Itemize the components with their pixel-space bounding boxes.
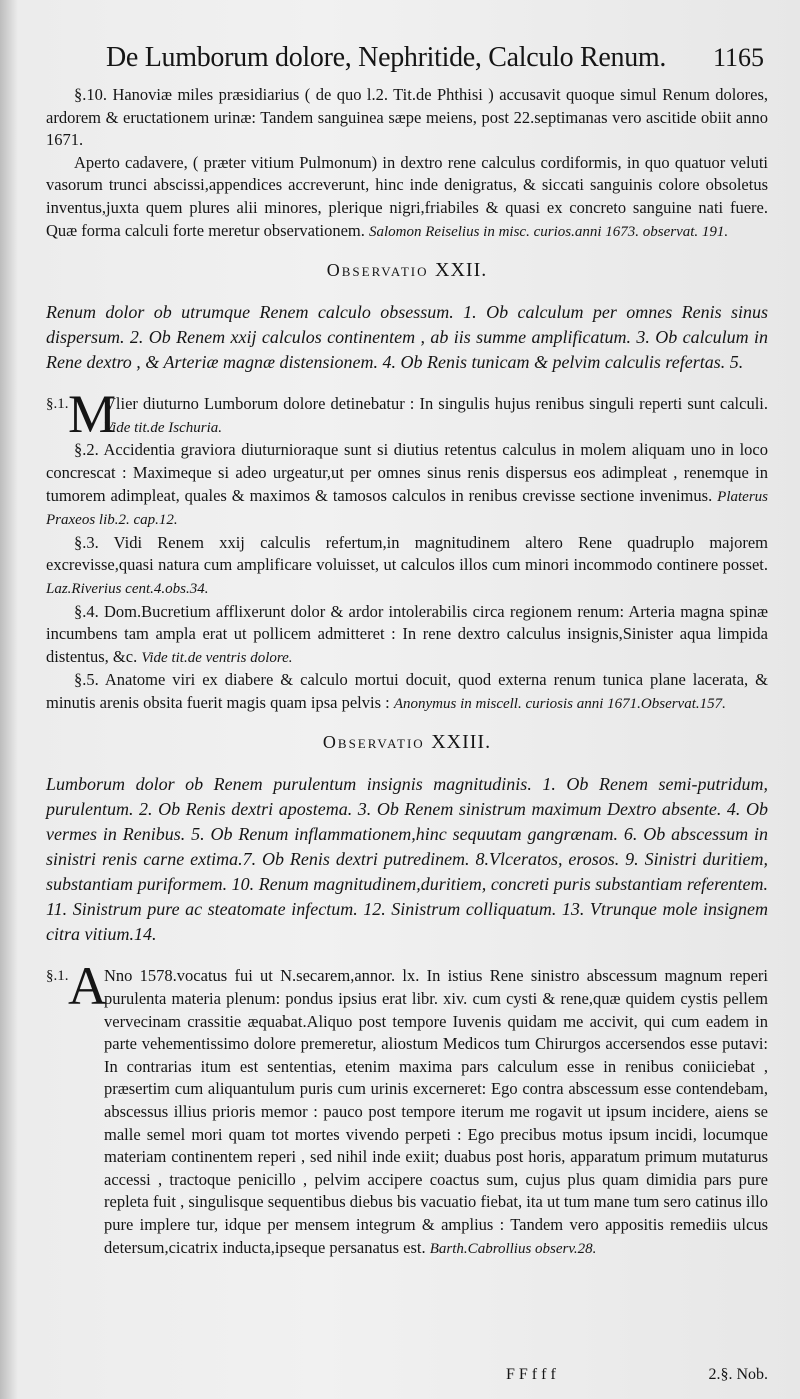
observation-23-summary: Lumborum dolor ob Renem purulentum insignis magnitudinis. 1. Ob Renem semi-putridum, purulentum. 2. Ob Renis dextri apostema. 3. Ob Renem sinistrum maximum Dextro absente. 4. Ob vermes in Renibus. 5. Ob Renum inflammationem,hinc sequutam gangrænam. 6. Ob abscessum in sinistri renis carne extima.7. Ob Renis dextri putredinem. 8.Vlceratos, erosos. 9. Sinistri duritiem, substantiam puriformem. 10. Renum magnitudinem,duritiem, concreti puris substantiam referentem. 11. Sinistrum pure ac steatomate infectum. 12. Sinistrum colliquatum. 13. Vtrunque mole insignem citra vitium.14. <box>46 774 768 945</box>
obs22-section-1 <box>46 384 768 445</box>
observation-label: Observatio <box>322 732 425 753</box>
obs22-section-2 <box>46 439 768 531</box>
intro-paragraph-2 <box>46 152 768 243</box>
observation-22-heading <box>46 259 768 282</box>
catchword: 2.§. Nob. <box>708 1366 768 1383</box>
section-text: §.3. Vidi Renem xxij calculis refertum,in magnitudinem altero Rene quadruplo majorem excrevisse,quasi natura cum amplificare voluisset, ut calculos illos cum minori incommodo continere posset. <box>46 532 768 575</box>
section-number: §.1. <box>46 968 69 985</box>
citation: Vide tit.de Ischuria. <box>104 419 223 436</box>
intro-paragraph-2-text: Aperto cadavere, ( præter vitium Pulmonum) in dextro rene calculus cordiformis, in quo quatuor veluti vasorum trunci abscissi,appendices accreverunt, hinc inde denigratus, & siccati sanguinis colore obsoletus inventus,juxta quem plures alii minores, plerique nigri,friabiles & quasi ex concreto sanguine nati fuere. Quæ forma calculi forte meretur observationem. <box>46 152 768 240</box>
page-footer <box>46 1366 768 1384</box>
observation-number: XXII. <box>435 259 488 282</box>
section-text: §.5. Anatome viri ex diabere & calculo mortui docuit, quod externa renum tunica plane lacerata, & minutis arenis obsita fuerit magis quam ipsa pelvis : <box>46 670 768 712</box>
signature-mark: F F f f f <box>506 1366 556 1383</box>
citation: Salomon Reiselius in misc. curios.anni 1673. observat. 191. <box>369 223 729 240</box>
observation-label: Observatio <box>326 260 429 281</box>
obs22-section-3 <box>46 532 768 601</box>
page-content <box>46 42 768 1260</box>
observation-number: XXIII. <box>431 731 492 754</box>
section-text: §.4. Dom.Bucretium afflixerunt dolor & ardor intolerabilis circa regionem renum: Arteria magna spinæ incumbens tam ampla erat ut pollicem admitteret : In rene dextro calculus insignis,Sinister aqua limpida distentus, &c. <box>46 601 768 666</box>
intro-paragraph-1: §.10. Hanoviæ miles præsidiarius ( de quo l.2. Tit.de Phthisi ) accusavit quoque simul Renum dolores, ardorem & eructationem urinæ: Tandem sanguinea sæpe meiens, post 22.septimanas vero ascitide obiit anno 1671. <box>46 85 768 150</box>
drop-cap: M <box>68 384 117 445</box>
section-text: §.2. Accidentia graviora diuturnioraque sunt si diutius retentus calculus in molem aliquam uno in loco concrescat : Maximeque si adeo urgeatur,ut per omnes sinus renis dispersus eos adimpleat , renemque in tumorem adimpleat, quales & maximos & tamosos calculos in renibus crevisse sectione invenimus. <box>46 440 768 505</box>
observation-23-heading <box>46 731 768 754</box>
drop-cap: A <box>68 956 107 1017</box>
observation-22-summary: Renum dolor ob utrumque Renem calculo obsessum. 1. Ob calculum per omnes Renis sinus dispersum. 2. Ob Renem xxij calculos continentem , ab iis summe amplificatum. 3. Ob calculum in Rene dextro , & Arteriæ magnæ distensionem. 4. Ob Renis tunicam & pelvim calculis refertas. 5. <box>46 302 768 373</box>
citation: Platerus Praxeos lib.2. cap.12. <box>46 488 769 529</box>
running-title: De Lumborum dolore, Nephritide, Calculo Renum. <box>106 42 667 73</box>
citation: Laz.Riverius cent.4.obs.34. <box>46 580 209 597</box>
citation: Anonymus in miscell. curiosis anni 1671.Observat.157. <box>393 695 726 712</box>
page-number: 1165 <box>712 43 764 72</box>
obs22-section-5 <box>46 669 768 715</box>
page-header <box>106 42 768 74</box>
citation: Barth.Cabrollius observ.28. <box>429 1240 597 1257</box>
section-number: §.1. <box>46 396 69 413</box>
section-text: Vlier diuturno Lumborum dolore detinebatur : In singulis hujus renibus singuli reperti sunt calculi. <box>104 394 768 414</box>
obs22-section-4 <box>46 601 768 670</box>
section-text: Nno 1578.vocatus fui ut N.secarem,annor. lx. In istius Rene sinistro abscessum magnum reperi purulenta materia plenum: pondus ipsius erat libr. xiv. cum cysti & rene,quæ quidem cystis pellem vervecinam crassitie æquabat.Aliquo post tempore Iuvenis quidam me accivit, qui cum eadem in parte vehementissimo dolore premeretur, aliostum Medicos tum Chirurgos accersendos esse putavi: In contrarias itum est sententias, etenim maxima pars calculum esse in renibus coniiciebat , præsertim cum aliquantulum puris cum urinis excerneret: Ego contra abscessum esse contendebam, abscessus illius prioris memor : pauco post tempore iterum me rogavit ut ipsum incidere, aiens se malle semel mori quam tot mortes vivendo perpeti : Ego precibus motus ipsum incidi, locumque materiam continentem reperi , sed nihil inde exiit; duabus post horis, apparatum primum mutaturus accessi , tractoque penicillo , pelvim accipere coactus sum, cujus plus quam dimidia pars pure repleta fuit , singulisque sequentibus diebus bis vacuatio fiebat, ita ut tum mane tum sero catinus illo pure implere tur, idque per mensem integrum & amplius : Tandem vero appositis remediis ulcus detersum,cicatrix inducta,ipseque persanatus est. <box>104 966 768 1257</box>
citation: Vide tit.de ventris dolore. <box>141 649 293 666</box>
obs23-section-1 <box>46 956 768 1260</box>
